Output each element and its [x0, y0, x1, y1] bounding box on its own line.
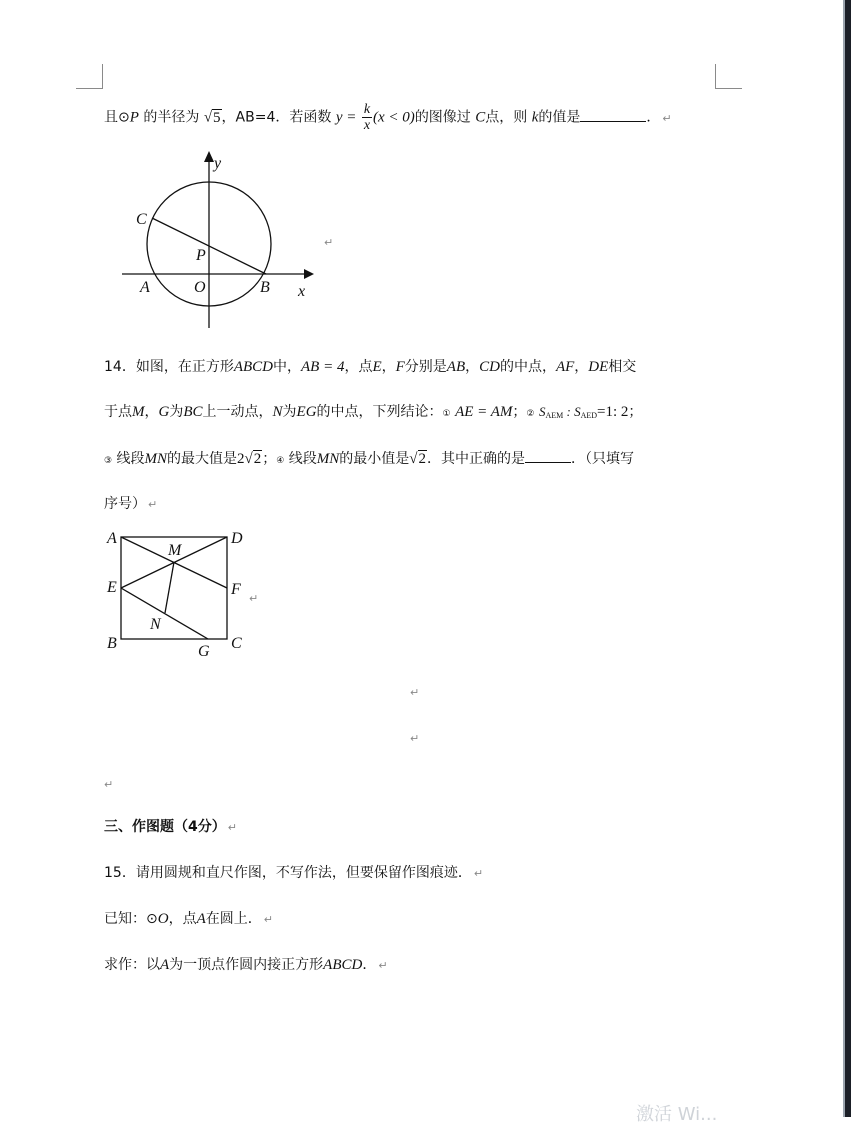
- label-m: M: [168, 542, 182, 559]
- answer-blank: [525, 448, 571, 463]
- label-d: D: [231, 530, 243, 547]
- window-scrollbar-edge[interactable]: [845, 0, 851, 1117]
- empty-para-1: ↵: [410, 686, 420, 699]
- activation-watermark: 激活 Wi...: [636, 1104, 718, 1125]
- circle-dot-symbol: ⊙: [146, 911, 158, 927]
- label-f: F: [231, 581, 241, 598]
- q14-line-1: 14．如图，在正方形ABCD中，AB = 4，点E，F分别是AB，CD的中点，AF，DE相交: [104, 359, 637, 375]
- label-y: y: [214, 155, 222, 172]
- answer-blank: [580, 107, 646, 122]
- q15-line-1: 15．请用圆规和直尺作图，不写作法，但要保留作图痕迹． ↵: [104, 865, 484, 881]
- label-b: B: [107, 635, 117, 652]
- sqrt-five: √5: [203, 109, 221, 126]
- fraction-k-over-x: $\frac{k}{x}$: [363, 102, 371, 133]
- figure-circle-axes: [110, 148, 340, 338]
- q14-line-2: 于点M，G为BC上一动点，N为EG的中点，下列结论：① AE = AM；② $S_{AEM}$ : $S_{AED}=1$: 2；: [104, 404, 643, 420]
- section-3-heading: 三、作图题（4分） ↵: [104, 819, 237, 835]
- figure-square: [104, 526, 264, 661]
- q15-construct: 求作：以A为一顶点作圆内接正方形ABCD． ↵: [104, 957, 388, 973]
- sqrt-two-min: √2: [409, 451, 427, 467]
- margin-corner-left: [76, 64, 103, 89]
- label-c: C: [136, 211, 147, 228]
- label-b: B: [260, 279, 270, 296]
- label-a: A: [107, 530, 117, 547]
- label-a: A: [140, 279, 150, 296]
- circle-dot-symbol: ⊙: [118, 109, 130, 126]
- empty-para-2: ↵: [410, 732, 420, 745]
- label-x: x: [298, 283, 306, 300]
- para-mark: ↵: [249, 592, 259, 605]
- para-mark: ↵: [324, 236, 334, 249]
- label-e: E: [107, 579, 117, 596]
- label-p: P: [196, 247, 206, 264]
- label-o: O: [194, 279, 206, 296]
- area-ratio: $S_{AEM}$ : $S_{AED}$: [538, 404, 598, 420]
- q15-known: 已知：⊙O，点A在圆上． ↵: [104, 911, 273, 927]
- margin-corner-right: [715, 64, 742, 89]
- empty-para-3: ↵: [104, 778, 114, 791]
- label-c: C: [231, 635, 242, 652]
- q14-line-3: ③ 线段MN的最大值是2√2；④ 线段MN的最小值是√2．其中正确的是 ．（只填写: [104, 448, 634, 471]
- label-g: G: [198, 643, 210, 660]
- sqrt-two-max: √2: [244, 451, 262, 467]
- q14-line-4: 序号） ↵: [104, 496, 158, 512]
- q13-tail-line: 且⊙P 的半径为 √5，AB=4．若函数 y = $\frac{k}{x}$ (x < 0)的图像过 C点，则 k的值是 ． ↵: [104, 102, 672, 133]
- label-n: N: [150, 616, 161, 633]
